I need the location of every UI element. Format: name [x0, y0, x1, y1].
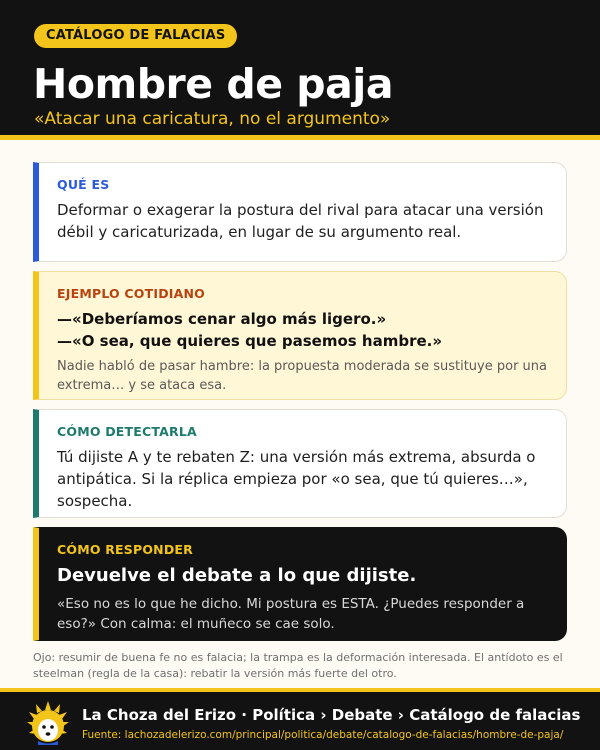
- card-headline: Devuelve el debate a lo que dijiste.: [57, 565, 417, 586]
- card-kicker: CÓMO RESPONDER: [57, 542, 193, 557]
- card-kicker: CÓMO DETECTARLA: [57, 424, 197, 439]
- card-detectar: [33, 409, 567, 518]
- footnote: Ojo: resumir de buena fe no es falacia; la trampa es la deformación interesada. El antídoto es el steelman (regla de la casa): rebatir la versión más fuerte del otro.: [33, 651, 563, 680]
- footer-source[interactable]: [82, 728, 563, 742]
- hedgehog-logo-icon: [26, 700, 70, 746]
- dialogue-line: —«Deberíamos cenar algo más ligero.»: [57, 310, 387, 328]
- footer-brand: La Choza del Erizo · Política › Debate › Catálogo de falacias: [82, 706, 581, 724]
- page-title: Hombre de paja: [33, 60, 394, 108]
- source-link[interactable]: Fuente: lachozadelerizo.com/principal/politica/debate/catalogo-de-falacias/hombre-de-paja/: [82, 729, 564, 741]
- card-que-es: [33, 162, 567, 262]
- card-body: Deformar o exagerar la postura del rival para atacar una versión débil y caricaturizada, en lugar de su argumento real.: [57, 201, 544, 241]
- footer: [0, 688, 600, 750]
- card-body: Tú dijiste A y te rebaten Z: una versión más extrema, absurda o antipática. Si la réplica empieza por «o sea, que tú quieres…», sospecha.: [57, 448, 536, 510]
- dialogue-line: —«O sea, que quieres que pasemos hambre.»: [57, 332, 443, 350]
- page-subtitle: «Atacar una caricatura, no el argumento»: [34, 109, 391, 129]
- card-note: Nadie habló de pasar hambre: la propuesta moderada se sustituye por una extrema… y se ataca esa.: [57, 359, 547, 393]
- card-kicker: EJEMPLO COTIDIANO: [57, 286, 205, 301]
- header: [0, 0, 600, 140]
- card-kicker: QUÉ ES: [57, 177, 110, 192]
- category-badge: CATÁLOGO DE FALACIAS: [34, 24, 237, 48]
- card-ejemplo: [33, 271, 567, 400]
- card-responder: [33, 527, 567, 641]
- card-note: «Eso no es lo que he dicho. Mi postura es ESTA. ¿Puedes responder a eso?» Con calma: el muñeco se cae solo.: [57, 596, 525, 632]
